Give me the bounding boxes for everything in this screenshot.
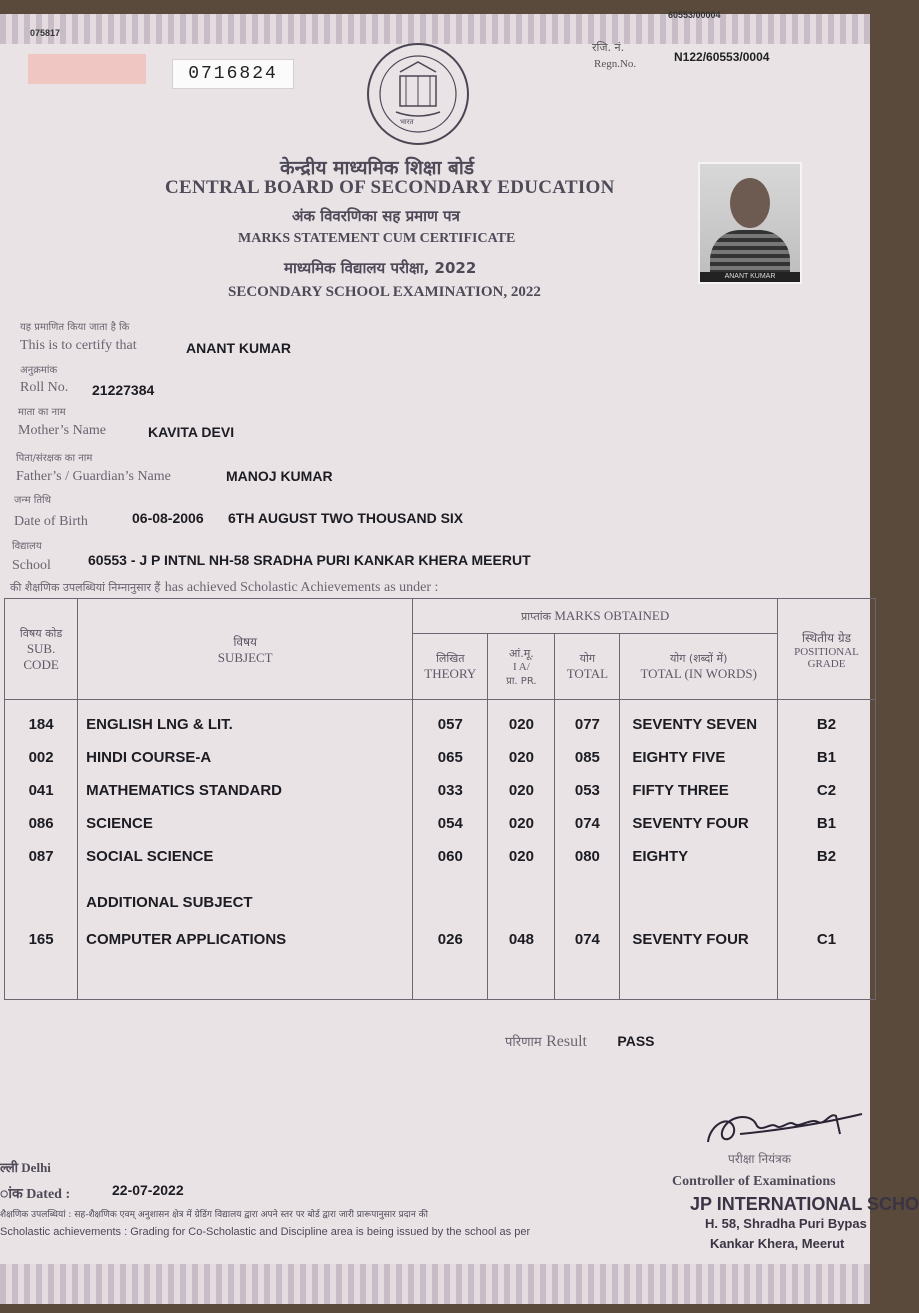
theory-marks: 060 — [437, 848, 463, 865]
words-header: योग (शब्दों में) TOTAL (IN WORDS) — [620, 634, 778, 700]
issue-date: 22-07-2022 — [112, 1182, 184, 1198]
decorative-border-top — [0, 14, 870, 44]
result-value: PASS — [617, 1033, 655, 1049]
total-in-words: SEVENTY FOUR — [632, 815, 749, 832]
code-column — [5, 700, 78, 1000]
footer-note-hindi: शैक्षणिक उपलब्धियां : सह-शैक्षणिक एवम् अनुशासन क्षेत्र में ग्रेडिंग विद्यालय द्वारा अपने स्तर पर बोर्ड द्वारा जारी प्रारूपानुसार प्रदान की — [0, 1210, 428, 1220]
subject-header: विषय SUBJECT — [78, 599, 413, 700]
grade-column — [778, 700, 876, 1000]
marks-table — [4, 598, 876, 1000]
theory-marks: 026 — [437, 931, 463, 948]
left-code: 075817 — [30, 28, 61, 38]
achievement-label: has achieved Scholastic Achievements as under : — [164, 580, 439, 595]
words-column — [620, 700, 778, 1000]
theory-marks: 057 — [437, 716, 463, 733]
theory-header: लिखित THEORY — [413, 634, 488, 700]
additional-subject-label: ADDITIONAL SUBJECT — [86, 894, 253, 911]
result-label-hindi: परिणाम — [505, 1035, 542, 1050]
total-marks: 085 — [574, 749, 600, 766]
subject-code: 087 — [28, 848, 54, 865]
regn-label: Regn.No. — [594, 58, 637, 70]
dated-label: ांक Dated : — [0, 1187, 71, 1202]
candidate-name: ANANT KUMAR — [186, 340, 291, 356]
subject-column — [78, 700, 413, 1000]
achievement-line — [10, 578, 438, 596]
place-label: ल्ली Delhi — [0, 1160, 51, 1175]
mother-label-hindi: माता का नाम — [18, 407, 66, 418]
subject-name: SCIENCE — [86, 815, 153, 832]
total-in-words: EIGHTY — [632, 848, 689, 865]
total-marks: 053 — [574, 782, 600, 799]
total-marks: 074 — [574, 931, 600, 948]
regn-label-hindi: रजि. नं. — [592, 41, 625, 54]
dob-label: Date of Birth — [14, 514, 88, 529]
ia-marks: 020 — [508, 782, 534, 799]
positional-grade: C2 — [816, 782, 837, 799]
positional-grade: B2 — [816, 716, 837, 733]
school-stamp-line-1: JP INTERNATIONAL SCHO — [690, 1194, 919, 1214]
positional-grade: B1 — [816, 815, 837, 832]
photo-caption: ANANT KUMAR — [700, 272, 800, 282]
exam-title: SECONDARY SCHOOL EXAMINATION, 2022 — [228, 284, 541, 300]
certificate-title-hindi: अंक विवरणिका सह प्रमाण पत्र — [292, 207, 460, 225]
certificate-title: MARKS STATEMENT CUM CERTIFICATE — [238, 231, 516, 246]
ia-column — [488, 700, 555, 1000]
positional-grade: C1 — [816, 931, 837, 948]
exam-title-hindi: माध्यमिक विद्यालय परीक्षा, 2022 — [284, 259, 477, 277]
subject-code: 041 — [28, 782, 54, 799]
top-right-code: 60553/00004 — [668, 10, 721, 20]
total-in-words: FIFTY THREE — [632, 782, 729, 799]
total-header: योग TOTAL — [555, 634, 620, 700]
ia-marks: 020 — [508, 815, 534, 832]
controller-label: Controller of Examinations — [672, 1174, 836, 1189]
positional-grade: B1 — [816, 749, 837, 766]
subject-code: 002 — [28, 749, 54, 766]
father-label: Father’s / Guardian’s Name — [16, 469, 171, 484]
subject-code: 086 — [28, 815, 54, 832]
theory-column — [413, 700, 488, 1000]
ia-header: आं.मू. I A/ प्रा. PR. — [488, 634, 555, 700]
dob-label-hindi: जन्म तिथि — [14, 495, 52, 506]
school-stamp-line-3: Kankar Khera, Meerut — [710, 1236, 845, 1251]
result-line — [505, 1032, 655, 1051]
roll-number: 21227384 — [92, 382, 155, 398]
subject-code: 184 — [28, 716, 54, 733]
cbse-logo-icon — [360, 42, 476, 150]
theory-marks: 033 — [437, 782, 463, 799]
school-label-hindi: विद्यालय — [12, 541, 42, 552]
roll-label-hindi: अनुक्रमांक — [20, 365, 58, 376]
subject-code: 165 — [28, 931, 54, 948]
theory-marks: 065 — [437, 749, 463, 766]
theory-marks: 054 — [437, 815, 463, 832]
logo-motto: भारत — [400, 118, 414, 126]
footer-note: Scholastic achievements : Grading for Co-Scholastic and Discipline area is being issued by the school as per — [0, 1226, 531, 1238]
total-in-words: EIGHTY FIVE — [632, 749, 726, 766]
dob-value: 06-08-2006 — [132, 510, 204, 526]
ia-marks: 020 — [508, 749, 534, 766]
school-stamp-line-2: H. 58, Shradha Puri Bypas — [705, 1216, 867, 1231]
code-header: विषय कोड SUB. CODE — [5, 599, 78, 700]
mother-name: KAVITA DEVI — [148, 424, 235, 440]
candidate-photo — [698, 162, 802, 284]
board-title: CENTRAL BOARD OF SECONDARY EDUCATION — [165, 177, 615, 198]
subject-name: ENGLISH LNG & LIT. — [86, 716, 233, 733]
controller-signature-icon — [700, 1094, 870, 1154]
certify-label: This is to certify that — [20, 338, 137, 353]
total-in-words: SEVENTY SEVEN — [632, 716, 758, 733]
school-name: 60553 - J P INTNL NH-58 SRADHA PURI KANKAR KHERA MEERUT — [88, 552, 531, 568]
table-header-row-1 — [5, 599, 876, 634]
mother-label: Mother’s Name — [18, 423, 106, 438]
controller-label-hindi: परीक्षा नियंत्रक — [728, 1152, 791, 1166]
subject-name: HINDI COURSE-A — [86, 749, 212, 766]
regn-number: N122/60553/0004 — [674, 50, 770, 64]
dob-words: 6TH AUGUST TWO THOUSAND SIX — [228, 510, 464, 526]
subject-name: COMPUTER APPLICATIONS — [86, 931, 287, 948]
subject-name: SOCIAL SCIENCE — [86, 848, 214, 865]
total-marks: 080 — [574, 848, 600, 865]
total-column — [555, 700, 620, 1000]
serial-number: 0716824 — [172, 59, 294, 89]
school-label: School — [12, 558, 51, 573]
board-title-hindi: केन्द्रीय माध्यमिक शिक्षा बोर्ड — [280, 157, 474, 179]
security-strip — [28, 54, 146, 84]
total-marks: 074 — [574, 815, 600, 832]
grade-header: स्थितीय ग्रेड POSITIONAL GRADE — [778, 599, 876, 700]
ia-marks: 020 — [508, 716, 534, 733]
total-in-words: SEVENTY FOUR — [632, 931, 749, 948]
total-marks: 077 — [574, 716, 600, 733]
father-name: MANOJ KUMAR — [226, 468, 333, 484]
certify-label-hindi: यह प्रमाणित किया जाता है कि — [20, 322, 130, 333]
ia-marks: 048 — [508, 931, 534, 948]
roll-label: Roll No. — [20, 380, 69, 395]
table-body-row — [5, 700, 876, 1000]
certificate-sheet — [0, 10, 919, 1304]
achievement-label-hindi: की शैक्षणिक उपलब्धियां निम्नानुसार हैं — [10, 581, 161, 594]
ia-marks: 020 — [508, 848, 534, 865]
marks-obtained-header: प्राप्तांक MARKS OBTAINED — [413, 599, 778, 634]
result-label: Result — [546, 1033, 587, 1050]
positional-grade: B2 — [816, 848, 837, 865]
decorative-border-bottom — [0, 1264, 870, 1304]
subject-name: MATHEMATICS STANDARD — [86, 782, 282, 799]
father-label-hindi: पिता/संरक्षक का नाम — [16, 453, 93, 464]
